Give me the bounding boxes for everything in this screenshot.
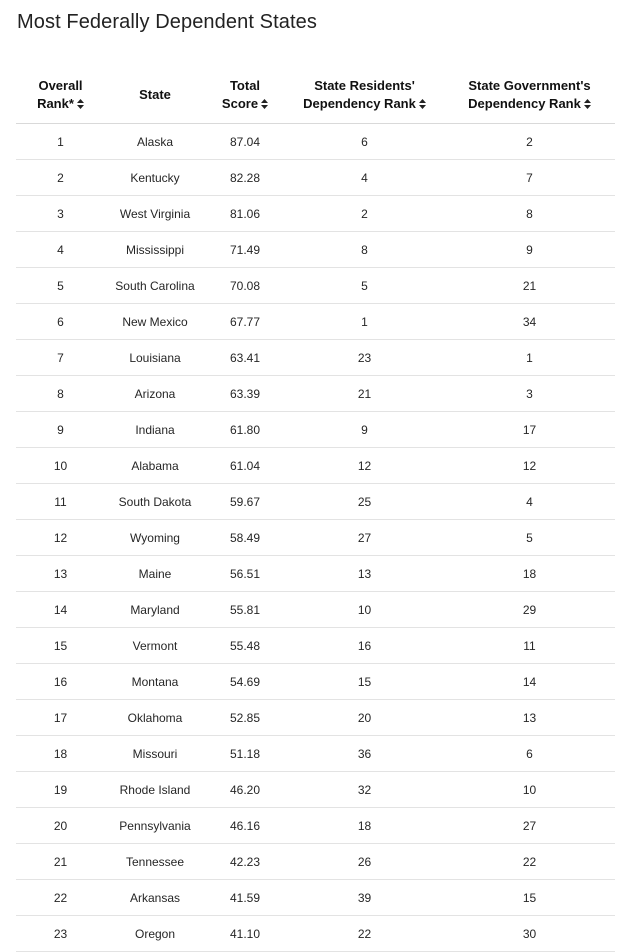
cell-total-score: 67.77 <box>205 304 285 340</box>
cell-overall-rank: 5 <box>16 268 105 304</box>
cell-state: Alaska <box>105 124 205 160</box>
cell-total-score: 71.49 <box>205 232 285 268</box>
cell-residents-dependency-rank: 36 <box>285 736 444 772</box>
cell-overall-rank: 6 <box>16 304 105 340</box>
column-header-text: Dependency Rank <box>468 95 581 111</box>
sort-updown-icon[interactable] <box>584 99 591 109</box>
cell-government-dependency-rank: 12 <box>444 448 615 484</box>
cell-residents-dependency-rank: 12 <box>285 448 444 484</box>
cell-overall-rank: 22 <box>16 880 105 916</box>
table-row <box>16 484 615 520</box>
cell-total-score: 63.41 <box>205 340 285 376</box>
cell-total-score: 51.18 <box>205 736 285 772</box>
table-row <box>16 124 615 160</box>
cell-government-dependency-rank: 6 <box>444 736 615 772</box>
column-header-government-dependency-rank[interactable] <box>444 66 615 124</box>
cell-total-score: 41.10 <box>205 916 285 952</box>
cell-total-score: 46.16 <box>205 808 285 844</box>
table-row <box>16 340 615 376</box>
cell-state: Missouri <box>105 736 205 772</box>
cell-state: Vermont <box>105 628 205 664</box>
sort-updown-icon[interactable] <box>261 99 268 109</box>
cell-government-dependency-rank: 11 <box>444 628 615 664</box>
cell-state: South Dakota <box>105 484 205 520</box>
cell-residents-dependency-rank: 15 <box>285 664 444 700</box>
cell-residents-dependency-rank: 4 <box>285 160 444 196</box>
cell-overall-rank: 21 <box>16 844 105 880</box>
dependency-table <box>16 66 615 952</box>
cell-residents-dependency-rank: 25 <box>285 484 444 520</box>
cell-overall-rank: 4 <box>16 232 105 268</box>
table-row <box>16 376 615 412</box>
cell-overall-rank: 19 <box>16 772 105 808</box>
column-header-total-score[interactable] <box>205 66 285 124</box>
cell-state: Indiana <box>105 412 205 448</box>
cell-government-dependency-rank: 5 <box>444 520 615 556</box>
cell-government-dependency-rank: 4 <box>444 484 615 520</box>
cell-state: West Virginia <box>105 196 205 232</box>
column-header-state <box>105 66 205 124</box>
cell-state: Mississippi <box>105 232 205 268</box>
cell-total-score: 70.08 <box>205 268 285 304</box>
column-header-label: State <box>139 86 171 102</box>
cell-overall-rank: 3 <box>16 196 105 232</box>
cell-government-dependency-rank: 27 <box>444 808 615 844</box>
cell-overall-rank: 14 <box>16 592 105 628</box>
cell-overall-rank: 1 <box>16 124 105 160</box>
cell-residents-dependency-rank: 2 <box>285 196 444 232</box>
table-row <box>16 664 615 700</box>
cell-residents-dependency-rank: 18 <box>285 808 444 844</box>
cell-government-dependency-rank: 18 <box>444 556 615 592</box>
cell-overall-rank: 9 <box>16 412 105 448</box>
cell-residents-dependency-rank: 6 <box>285 124 444 160</box>
cell-state: Oklahoma <box>105 700 205 736</box>
cell-overall-rank: 20 <box>16 808 105 844</box>
cell-state: Arkansas <box>105 880 205 916</box>
cell-state: Arizona <box>105 376 205 412</box>
cell-overall-rank: 12 <box>16 520 105 556</box>
cell-total-score: 56.51 <box>205 556 285 592</box>
cell-government-dependency-rank: 15 <box>444 880 615 916</box>
cell-residents-dependency-rank: 13 <box>285 556 444 592</box>
column-header-label <box>18 95 103 113</box>
cell-government-dependency-rank: 29 <box>444 592 615 628</box>
cell-total-score: 59.67 <box>205 484 285 520</box>
cell-total-score: 61.80 <box>205 412 285 448</box>
cell-total-score: 52.85 <box>205 700 285 736</box>
column-header-label: State Government's <box>468 77 591 93</box>
cell-overall-rank: 7 <box>16 340 105 376</box>
cell-residents-dependency-rank: 5 <box>285 268 444 304</box>
table-row <box>16 592 615 628</box>
cell-state: New Mexico <box>105 304 205 340</box>
page-title: Most Federally Dependent States <box>17 11 317 33</box>
cell-total-score: 54.69 <box>205 664 285 700</box>
cell-total-score: 61.04 <box>205 448 285 484</box>
cell-total-score: 55.48 <box>205 628 285 664</box>
column-header-overall-rank[interactable] <box>16 66 105 124</box>
cell-government-dependency-rank: 7 <box>444 160 615 196</box>
sort-updown-icon[interactable] <box>419 99 426 109</box>
table-body <box>16 124 615 952</box>
table-row <box>16 736 615 772</box>
cell-overall-rank: 11 <box>16 484 105 520</box>
cell-government-dependency-rank: 3 <box>444 376 615 412</box>
column-header-text: Rank* <box>37 95 74 111</box>
table-row <box>16 556 615 592</box>
cell-residents-dependency-rank: 32 <box>285 772 444 808</box>
cell-overall-rank: 10 <box>16 448 105 484</box>
cell-government-dependency-rank: 10 <box>444 772 615 808</box>
cell-residents-dependency-rank: 23 <box>285 340 444 376</box>
cell-government-dependency-rank: 1 <box>444 340 615 376</box>
header-row <box>16 66 615 124</box>
cell-overall-rank: 8 <box>16 376 105 412</box>
cell-state: Alabama <box>105 448 205 484</box>
cell-residents-dependency-rank: 8 <box>285 232 444 268</box>
table-row <box>16 628 615 664</box>
cell-state: Pennsylvania <box>105 808 205 844</box>
table-row <box>16 916 615 952</box>
table-header <box>16 66 615 124</box>
cell-overall-rank: 23 <box>16 916 105 952</box>
cell-overall-rank: 15 <box>16 628 105 664</box>
cell-government-dependency-rank: 21 <box>444 268 615 304</box>
column-header-label: State Residents' <box>314 77 415 93</box>
cell-residents-dependency-rank: 21 <box>285 376 444 412</box>
column-header-label <box>287 95 442 113</box>
table-row <box>16 808 615 844</box>
table-row <box>16 844 615 880</box>
cell-government-dependency-rank: 30 <box>444 916 615 952</box>
cell-state: South Carolina <box>105 268 205 304</box>
cell-state: Rhode Island <box>105 772 205 808</box>
cell-residents-dependency-rank: 27 <box>285 520 444 556</box>
cell-residents-dependency-rank: 39 <box>285 880 444 916</box>
cell-total-score: 58.49 <box>205 520 285 556</box>
column-header-text: Dependency Rank <box>303 95 416 111</box>
cell-state: Louisiana <box>105 340 205 376</box>
column-header-label: Overall <box>38 77 83 93</box>
cell-residents-dependency-rank: 20 <box>285 700 444 736</box>
cell-state: Maine <box>105 556 205 592</box>
cell-government-dependency-rank: 13 <box>444 700 615 736</box>
cell-state: Wyoming <box>105 520 205 556</box>
table-row <box>16 268 615 304</box>
cell-total-score: 63.39 <box>205 376 285 412</box>
cell-state: Montana <box>105 664 205 700</box>
cell-overall-rank: 2 <box>16 160 105 196</box>
table-row <box>16 412 615 448</box>
cell-total-score: 42.23 <box>205 844 285 880</box>
cell-total-score: 46.20 <box>205 772 285 808</box>
cell-residents-dependency-rank: 1 <box>285 304 444 340</box>
cell-government-dependency-rank: 14 <box>444 664 615 700</box>
column-header-text: Score <box>221 95 259 111</box>
cell-overall-rank: 13 <box>16 556 105 592</box>
cell-overall-rank: 16 <box>16 664 105 700</box>
cell-government-dependency-rank: 2 <box>444 124 615 160</box>
table-row <box>16 880 615 916</box>
column-header-label <box>207 95 283 113</box>
cell-government-dependency-rank: 22 <box>444 844 615 880</box>
table-row <box>16 232 615 268</box>
cell-residents-dependency-rank: 26 <box>285 844 444 880</box>
cell-state: Kentucky <box>105 160 205 196</box>
cell-total-score: 81.06 <box>205 196 285 232</box>
cell-total-score: 87.04 <box>205 124 285 160</box>
table-row <box>16 304 615 340</box>
cell-residents-dependency-rank: 10 <box>285 592 444 628</box>
table-row <box>16 520 615 556</box>
cell-state: Oregon <box>105 916 205 952</box>
cell-state: Tennessee <box>105 844 205 880</box>
column-header-residents-dependency-rank[interactable] <box>285 66 444 124</box>
cell-government-dependency-rank: 17 <box>444 412 615 448</box>
cell-government-dependency-rank: 9 <box>444 232 615 268</box>
cell-total-score: 82.28 <box>205 160 285 196</box>
cell-government-dependency-rank: 8 <box>444 196 615 232</box>
cell-overall-rank: 18 <box>16 736 105 772</box>
cell-residents-dependency-rank: 22 <box>285 916 444 952</box>
column-header-label: Total <box>229 77 261 93</box>
cell-residents-dependency-rank: 16 <box>285 628 444 664</box>
cell-overall-rank: 17 <box>16 700 105 736</box>
cell-state: Maryland <box>105 592 205 628</box>
table-row <box>16 160 615 196</box>
table-row <box>16 196 615 232</box>
cell-government-dependency-rank: 34 <box>444 304 615 340</box>
cell-total-score: 41.59 <box>205 880 285 916</box>
table-row <box>16 700 615 736</box>
column-header-label <box>446 95 613 113</box>
cell-total-score: 55.81 <box>205 592 285 628</box>
cell-residents-dependency-rank: 9 <box>285 412 444 448</box>
table-row <box>16 448 615 484</box>
sort-updown-icon[interactable] <box>77 99 84 109</box>
table-row <box>16 772 615 808</box>
